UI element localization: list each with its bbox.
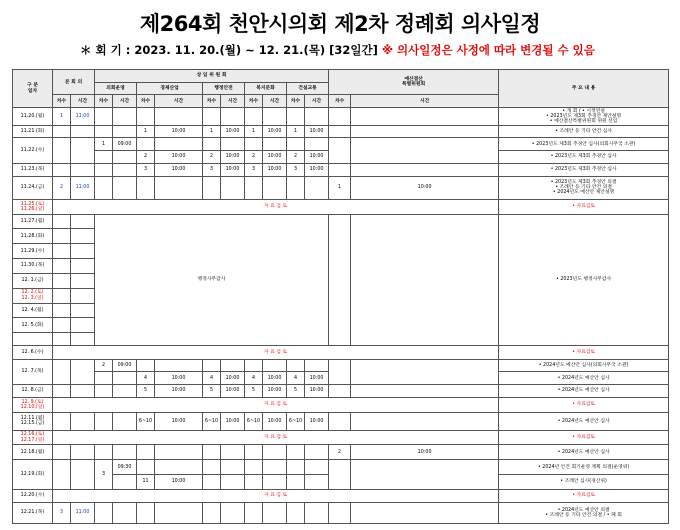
content-cell: • 2023년도 제3회 추경안 심사 [499, 151, 669, 164]
table-row [13, 108, 669, 126]
table-row [13, 397, 669, 412]
table-row: 11.21.(화) 1 10:00 1 10:00 1 10:00 1 10:00 • 조례안 등 기타 안건 심사 [13, 125, 669, 138]
table-row: 12.21.(목) 3 11:00 • 2024년도 예산안 의결 • 조례안 등 기타 안건 의결 / • 폐 회 [13, 502, 669, 523]
content-cell: • 2024년 안건 회기운영 계획 의결(운영위) [499, 460, 669, 475]
date-cell: 11.29.(수) [13, 244, 53, 259]
header-plenary: 본 회 의 [53, 70, 95, 95]
rest-label: 자 료 검 토 [53, 489, 499, 502]
date-cell: 12.11.(월) 12.15.(금) [13, 412, 53, 430]
date-cell: 12. 4.(월) [13, 303, 53, 318]
content-cell: • 자료검토 [499, 430, 669, 445]
content-cell: • 2023년도 제3회 추경안 심사(의회사무국 소관) [499, 138, 669, 151]
header-committee-construction: 건설교통 [287, 82, 329, 95]
date-cell: 11.28.(화) [13, 229, 53, 244]
header-chasu: 차수 [287, 95, 305, 108]
session-period [80, 42, 595, 58]
content-cell: • 2024년도 예산안 의결 • 조례안 등 기타 안건 의결 / • 폐 회 [499, 502, 669, 523]
content-cell: • 조례안 등 기타 안건 심사 [499, 125, 669, 138]
rest-label: 자 료 검 토 [53, 397, 499, 412]
date-cell: 12. 7.(목) [13, 359, 53, 384]
content-cell: • 자료검토 [499, 489, 669, 502]
table-row [13, 214, 669, 229]
date-cell: 11.20.(월) [13, 108, 53, 126]
date-cell: 11.25.(토) 11.26.(일) [13, 199, 53, 214]
header-chasu: 차수 [203, 95, 221, 108]
table-row [13, 199, 669, 214]
asterisk-icon: ＊ [80, 43, 92, 57]
table-row: 12.11.(월) 12.15.(금) 6~10 10:00 6~10 10:00 6~10 10:00 6~10 10:00 • 2024년도 예산안 심사 [13, 412, 669, 430]
header-sigan: 시간 [221, 95, 245, 108]
date-cell: 11.30.(목) [13, 259, 53, 274]
period-text: 회 기 : 2023. 11. 20.(월) ~ 12. 21.(목) [32일간] [95, 43, 378, 57]
content-cell: • 개 회 / • 시정연설 • 2023년도 제3회 추경안 제안설명 • 예산결산특별위원회 위원 선임 [499, 108, 669, 126]
header-sigan: 시간 [351, 95, 499, 108]
header-committee-economy: 경제산업 [137, 82, 203, 95]
header-standing: 상 임 위 원 회 [95, 70, 329, 83]
header-sigan: 시간 [113, 95, 137, 108]
table-row: 4 10:00 4 10:00 4 10:00 4 10:00 • 2024년도 예산안 심사 [13, 372, 669, 385]
table-row: 11.23.(목) 3 10:00 3 10:00 3 10:00 3 10:00 • 2023년도 제3회 추경안 심사 [13, 163, 669, 176]
change-notice: ※ 의사일정은 사정에 따라 변경될 수 있음 [381, 43, 595, 57]
date-cell: 11.23.(목) [13, 163, 53, 176]
plenary-chasu: 1 [53, 108, 71, 126]
header-chasu: 차수 [95, 95, 113, 108]
content-cell: • 2024년도 예산안 심사 [499, 412, 669, 430]
header-gubun: 구 분 일자 [13, 70, 53, 108]
header-chasu: 차수 [329, 95, 351, 108]
header-sigan: 시간 [305, 95, 329, 108]
table-row: 2 10:00 2 10:00 2 10:00 2 10:00 • 2023년도 제3회 추경안 심사 [13, 151, 669, 164]
date-cell: 12.18.(월) [13, 445, 53, 460]
date-cell: 11.22.(수) [13, 138, 53, 163]
date-cell: 12. 5.(화) [13, 318, 53, 333]
header-committee-operation: 의회운영 [95, 82, 137, 95]
admin-audit-label: 행정사무감사 [95, 214, 329, 345]
date-cell: 12. 9.(토) 12.10.(일) [13, 397, 53, 412]
table-row [13, 345, 669, 359]
content-cell: • 2023년도 제3회 추경안 심사 [499, 163, 669, 176]
header-chasu: 차수 [245, 95, 263, 108]
content-cell: • 2024년도 예산안 심사 [499, 385, 669, 398]
table-row: 11 10:00 • 조례안 심사(경산위) [13, 475, 669, 490]
header-committee-admin: 행정안전 [203, 82, 245, 95]
content-cell: • 2023년도 행정사무감사 [499, 214, 669, 345]
date-cell: 12. 1.(금) [13, 273, 53, 288]
content-cell: • 2024년도 예산안 심사(의회사무국 소관) [499, 359, 669, 372]
date-cell: 12. 6.(수) [13, 345, 53, 359]
date-cell: 11.24.(금) [13, 176, 53, 199]
table-row: 12. 8.(금) 5 10:00 5 10:00 5 10:00 5 10:00 • 2024년도 예산안 심사 [13, 385, 669, 398]
content-cell: • 2024년도 예산안 심사 [499, 445, 669, 460]
header-sigan: 시간 [263, 95, 287, 108]
date-cell: 12.21.(목) [13, 502, 53, 523]
date-cell: 11.27.(월) [13, 214, 53, 229]
content-cell: • 조례안 심사(경산위) [499, 475, 669, 490]
page-title: 제264회 천안시의회 제2차 정례회 의사일정 [139, 12, 541, 36]
date-cell: 12.19.(화) [13, 460, 53, 490]
date-cell: 11.21.(화) [13, 125, 53, 138]
header-content: 주 요 내 용 [499, 70, 669, 108]
header-sigan: 시간 [71, 95, 95, 108]
date-cell: 12.16.(토) 12.17.(일) [13, 430, 53, 445]
table-row: 12.19.(화) 3 09:30 • 2024년 안건 회기운영 계획 의결(운영위) [13, 460, 669, 475]
rest-label: 자 료 검 토 [53, 345, 499, 359]
content-cell: • 자료검토 [499, 199, 669, 214]
table-row [13, 489, 669, 502]
content-cell: • 2024년도 예산안 심사 [499, 372, 669, 385]
rest-label: 자 료 검 토 [53, 199, 499, 214]
table-row: 12. 7.(목) 2 09:00 • 2024년도 예산안 심사(의회사무국 소관) [13, 359, 669, 372]
rest-label: 자 료 검 토 [53, 430, 499, 445]
plenary-time: 11:00 [71, 108, 95, 126]
header-sigan: 시간 [155, 95, 203, 108]
schedule-table [12, 69, 669, 524]
content-cell: • 2023년도 제3회 추경안 의결 • 조례안 등 기타 안건 의결 • 2024년도 예산안 제안설명 [499, 176, 669, 199]
content-cell: • 자료검토 [499, 345, 669, 359]
table-row: 11.24.(금) 2 11:00 1 10:00 • 2023년도 제3회 추경안 의결 • 조례안 등 기타 안건 의결 • 2024년도 예산안 제안설명 [13, 176, 669, 199]
date-cell: 12. 8.(금) [13, 385, 53, 398]
table-row: 11.22.(수) 1 09:00 • 2023년도 제3회 추경안 심사(의회사무국 소관) [13, 138, 669, 151]
date-cell: 12.20.(수) [13, 489, 53, 502]
header-budget: 예산결산 특별위원회 [329, 70, 499, 95]
table-row: 12.18.(월) 2 10:00 • 2024년도 예산안 심사 [13, 445, 669, 460]
header-chasu: 차수 [137, 95, 155, 108]
header-chasu: 차수 [53, 95, 71, 108]
table-row [13, 430, 669, 445]
content-cell: • 자료검토 [499, 397, 669, 412]
date-cell: 12. 2.(토) 12. 3.(일) [13, 288, 53, 303]
header-committee-welfare: 복지문화 [245, 82, 287, 95]
